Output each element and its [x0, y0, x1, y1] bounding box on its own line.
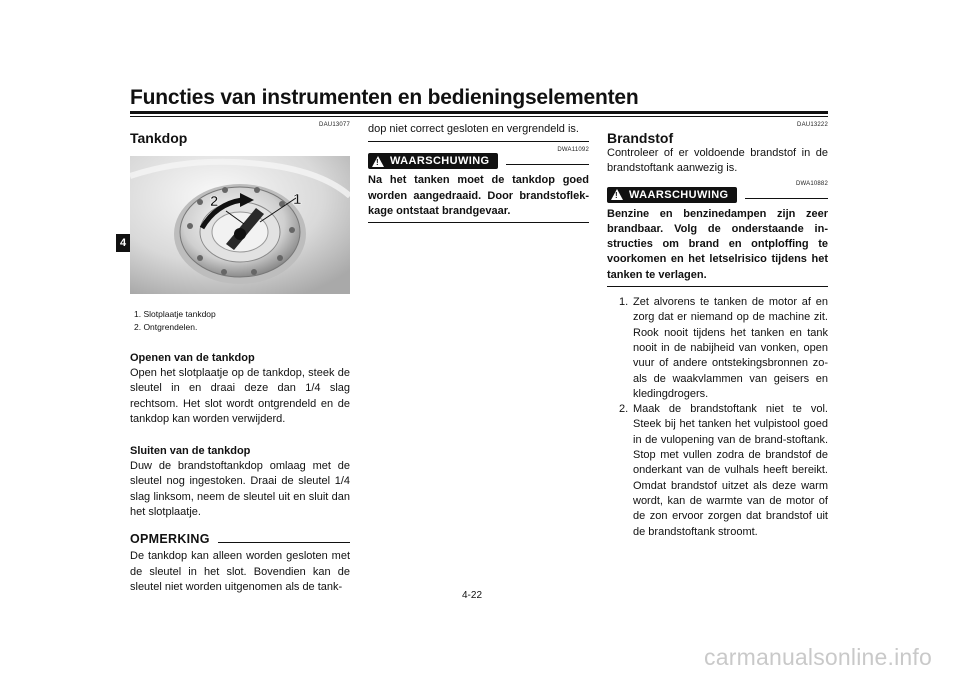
close-text: Duw de brandstoftankdop omlaag met de sleutel nog ingestoken. Draai de sleutel 1/4 slag linksom, neem de sleutel uit en sluit dan het slotplaatje.	[130, 460, 350, 519]
warning-header	[368, 153, 589, 169]
warning-side-rule-brandstof	[745, 198, 828, 199]
section-heading-tankdop: Tankdop	[130, 130, 188, 146]
brandstof-intro: Controleer of er voldoende brandstof in de brandstoftank aanwezig is.	[607, 147, 828, 175]
continuation-text: dop niet correct gesloten en vergrendeld is.	[368, 123, 579, 135]
note-text: De tankdop kan alleen worden gesloten met de sleutel in het slot. Bovendien kan de sleutel niet worden uitgenomen als de tank-	[130, 550, 350, 593]
note-rule	[218, 542, 350, 543]
warning-label-brandstof: WAARSCHUWING	[629, 188, 729, 201]
header-rule-thick	[130, 111, 828, 114]
warning-badge	[368, 153, 498, 169]
caption-item-2: 2. Ontgrendelen.	[134, 322, 198, 332]
section-code: DAU13077	[319, 122, 350, 128]
step-number: 1.	[619, 296, 629, 309]
open-text: Open het slotplaatje op de tankdop, steek de sleutel in en draai deze dan 1/4 slag rechtsom. Het slot wordt ontgrendeld en de tankdop kan worden verwijderd.	[130, 367, 350, 425]
warning-badge-brandstof	[607, 187, 737, 203]
warning-triangle-icon: !	[372, 156, 384, 167]
warning-box-tankdop	[368, 141, 589, 223]
fuel-steps-list	[607, 295, 828, 540]
section-heading-brandstof: Brandstof	[607, 130, 674, 146]
right-column	[607, 122, 828, 540]
page-number: 4-22	[462, 590, 483, 601]
chapter-tab: 4	[116, 234, 130, 252]
step-text: Zet alvorens te tanken de motor af en zorg dat er niemand op de machine zit. Rook nooit tijdens het tanken en tank nooit in de nabijheid van vonken, open vuur of andere ontstekingsbronnen zo-als de waakvlammen van geisers en kledingdrogers.	[633, 296, 828, 400]
step-number: 2.	[619, 403, 629, 416]
page-title: Functies van instrumenten en bedieningselementen	[130, 86, 639, 109]
figure-callout-2: 2	[210, 193, 219, 210]
caption-item-1: 1. Slotplaatje tankdop	[134, 309, 216, 319]
left-column	[130, 122, 350, 595]
middle-column	[368, 122, 589, 223]
note-label: OPMERKING	[130, 532, 210, 547]
close-heading: Sluiten van de tankdop	[130, 445, 251, 458]
fuel-cap-figure	[130, 156, 350, 294]
list-item	[619, 295, 828, 402]
warning-top-rule	[368, 141, 589, 142]
warning-code: DWA11092	[557, 147, 589, 154]
page-header	[130, 86, 830, 110]
warning-text: Na het tanken moet de tankdop goed worden aangedraaid. Door brandstoflek-kage ontstaat brandgevaar.	[368, 174, 589, 217]
figure-callout-1: 1	[293, 191, 302, 208]
warning-side-rule	[506, 164, 589, 165]
warning-triangle-icon: !	[611, 189, 623, 200]
warning-header-brandstof	[607, 187, 828, 203]
note-header	[130, 532, 350, 546]
list-item	[619, 402, 828, 540]
step-text: Maak de brandstoftank niet te vol. Steek bij het tanken het vulpistool goed in de vulopening van de brand-stoftank. Stop met vullen zodra de brandstof de onderkant van de vulhals heeft bereikt. Omdat brandstof uitzet als deze warm wordt, kan de warmte van de motor of de zon ervoor zorgen dat brandstof uit de brandstoftank stroomt.	[633, 403, 828, 538]
warning-bottom-rule	[368, 222, 589, 223]
watermark: carmanualsonline.info	[704, 644, 932, 670]
figure-caption	[130, 308, 350, 334]
open-heading: Openen van de tankdop	[130, 352, 255, 364]
header-rule-thin	[130, 116, 828, 117]
warning-text-brandstof: Benzine en benzinedampen zijn zeer brandbaar. Volg de onderstaande in-structies om brand en ontploffing te voorkomen en het letselrisico tijdens het tanken te verlagen.	[607, 207, 828, 281]
section-code-brandstof: DAU13222	[797, 122, 828, 128]
warning-code-brandstof: DWA10882	[795, 180, 828, 187]
warning-bottom-rule-brandstof	[607, 286, 828, 287]
fuel-cap-illustration	[130, 156, 350, 294]
warning-label: WAARSCHUWING	[390, 155, 490, 168]
